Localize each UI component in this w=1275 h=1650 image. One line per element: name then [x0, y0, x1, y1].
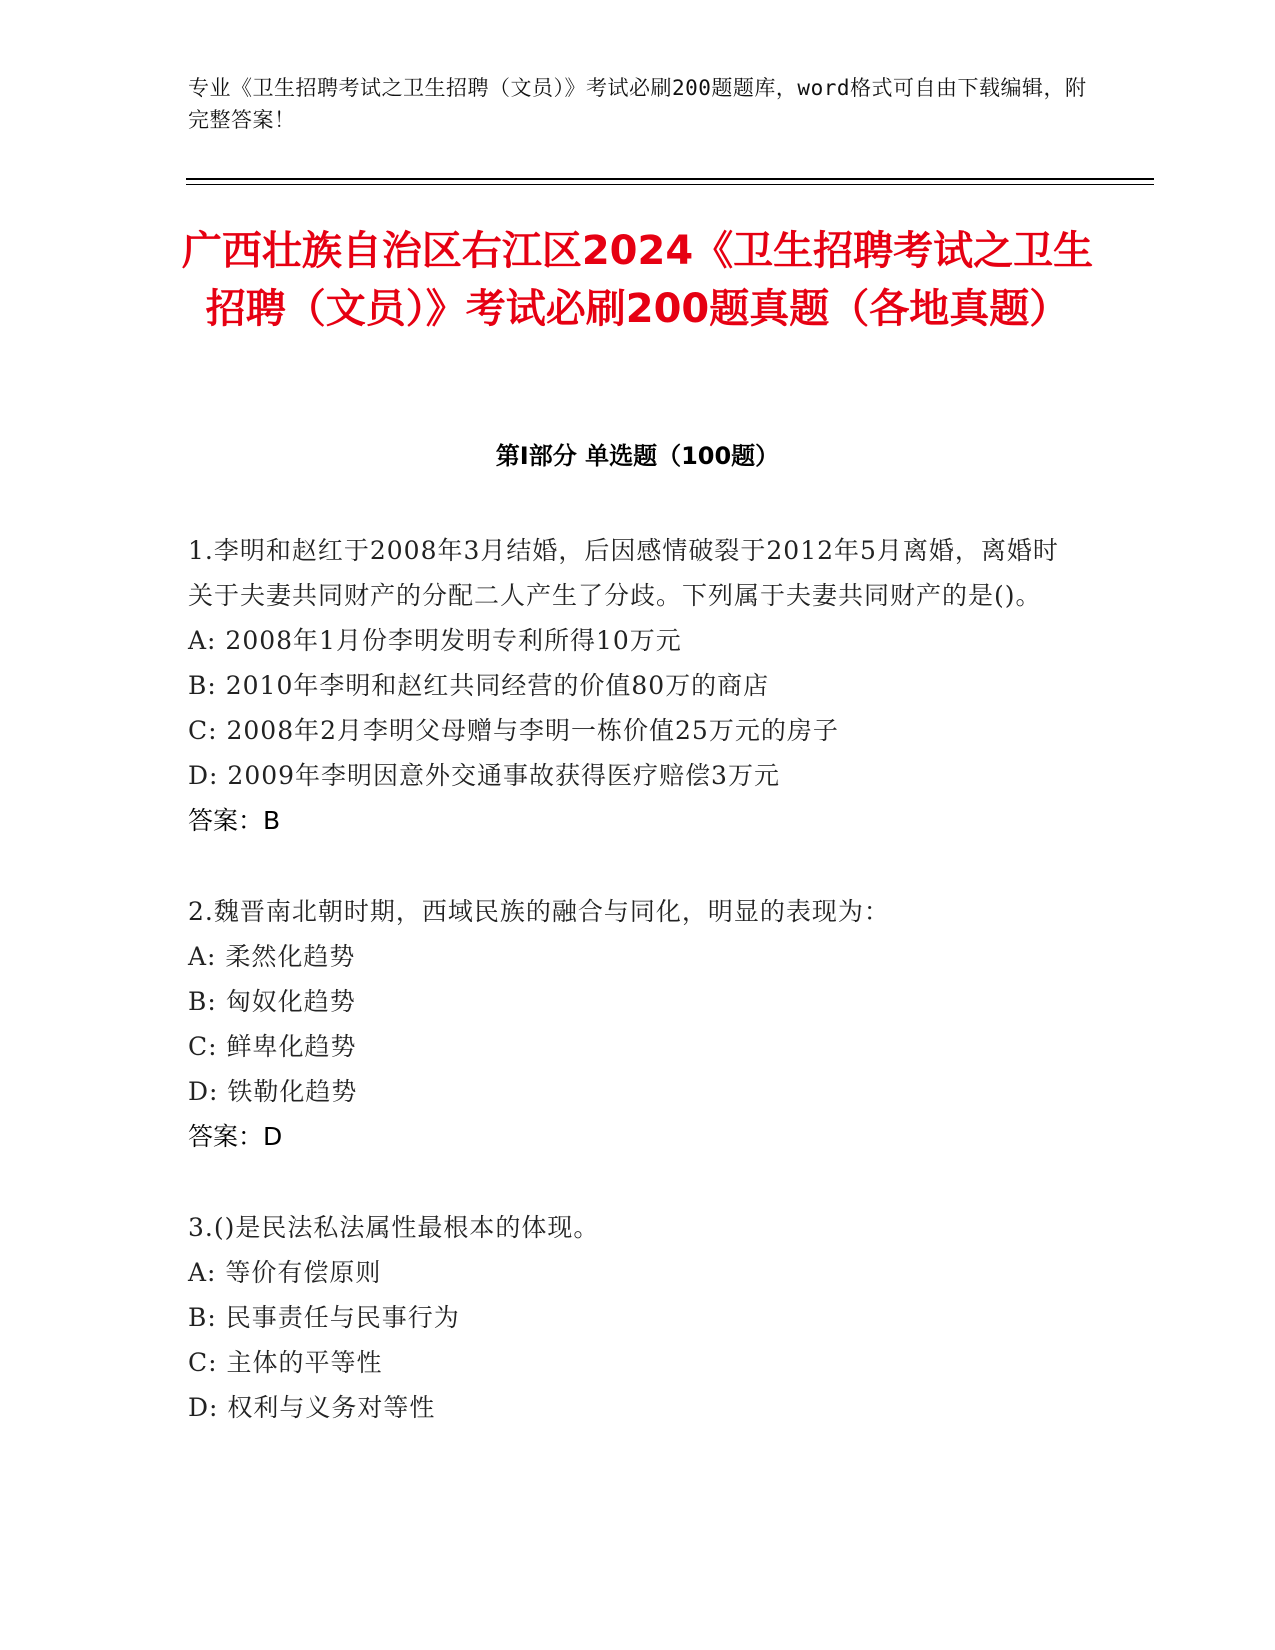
- question-2: [188, 889, 1068, 1159]
- option-c: C: 鲜卑化趋势: [188, 1032, 357, 1061]
- option-b: B: 匈奴化趋势: [188, 987, 356, 1016]
- option-c: C: 主体的平等性: [188, 1348, 383, 1377]
- option-a: A: 2008年1月份李明发明专利所得10万元: [188, 626, 682, 655]
- question-stem: 1.李明和赵红于2008年3月结婚，后因感情破裂于2012年5月离婚，离婚时关于夫妻共同财产的分配二人产生了分歧。下列属于夫妻共同财产的是()。: [188, 536, 1059, 610]
- question-list: [188, 528, 1068, 1476]
- document-title: 广西壮族自治区右江区2024《卫生招聘考试之卫生招聘（文员）》考试必刷200题真题（各地真题）: [181, 228, 1094, 332]
- option-d: D: 2009年李明因意外交通事故获得医疗赔偿3万元: [188, 761, 780, 790]
- question-1: [188, 528, 1068, 843]
- option-a: A: 等价有偿原则: [188, 1258, 382, 1287]
- option-a: A: 柔然化趋势: [188, 942, 356, 971]
- answer-line: 答案：D: [188, 1122, 283, 1151]
- header-divider-thick: [186, 178, 1154, 180]
- option-b: B: 民事责任与民事行为: [188, 1303, 460, 1332]
- answer-line: 答案：B: [188, 806, 281, 835]
- header-note: 专业《卫生招聘考试之卫生招聘（文员）》考试必刷200题题库，word格式可自由下载编辑，附完整答案！: [188, 76, 1087, 132]
- question-3: [188, 1205, 1068, 1430]
- option-d: D: 权利与义务对等性: [188, 1393, 436, 1422]
- option-c: C: 2008年2月李明父母赠与李明一栋价值25万元的房子: [188, 716, 839, 745]
- option-b: B: 2010年李明和赵红共同经营的价值80万的商店: [188, 671, 770, 700]
- option-d: D: 铁勒化趋势: [188, 1077, 358, 1106]
- section-heading: 第I部分 单选题（100题）: [495, 442, 780, 470]
- header-divider-thin: [186, 184, 1154, 185]
- question-stem: 3.()是民法私法属性最根本的体现。: [188, 1213, 600, 1242]
- question-stem: 2.魏晋南北朝时期，西域民族的融合与同化，明显的表现为：: [188, 897, 890, 926]
